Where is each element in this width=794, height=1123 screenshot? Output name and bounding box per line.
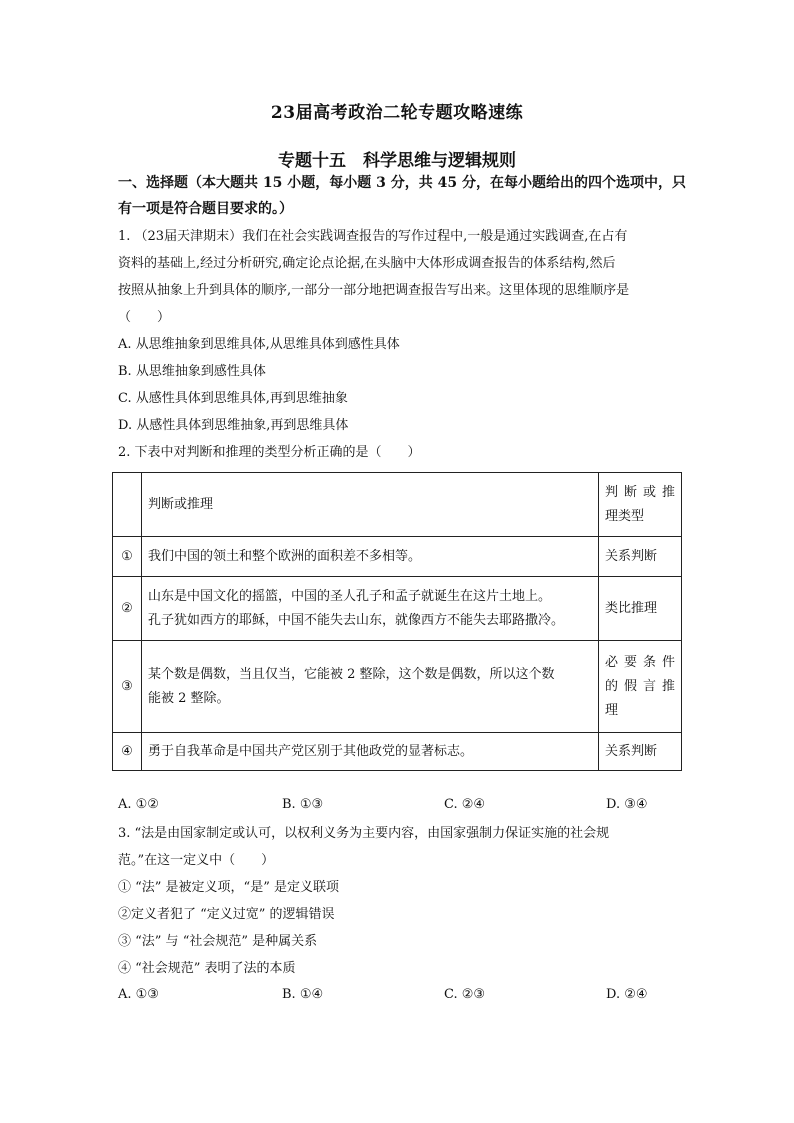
q3-stem-line2: 范。”在这一定义中（ ） [118,853,275,868]
section-heading-line1: 一、选择题（本大题共 15 小题，每小题 3 分，共 45 分，在每小题给出的四个选项中，只 [118,175,686,191]
q1-option-a: A. 从思维抽象到思维具体,从思维具体到感性具体 [118,337,400,352]
row-num: ③ [113,641,142,733]
q3-statement-1: ① “法” 是被定义项，“是” 是定义联项 [118,880,339,895]
row-num: ④ [113,733,142,771]
row-type: 类比推理 [599,577,682,641]
q3-option-d: D. ②④ [606,987,648,1002]
document-title: 23届高考政治二轮专题攻略速练 [270,103,524,123]
table-row [113,537,682,577]
q2-options [118,797,678,817]
q3-stem-line1: 3. “法是由国家制定或认可，以权利义务为主要内容，由国家强制力保证实施的社会规 [118,826,610,841]
q1-stem-line2: 资料的基础上,经过分析研究,确定论点论据,在头脑中大体形成调查报告的体系结构,然后 [118,256,616,271]
row-type-line2: 的假言推 [605,678,675,694]
row-text [142,577,599,641]
row-type [599,641,682,733]
row-type: 关系判断 [599,733,682,771]
q2-option-c: C. ②④ [444,797,486,812]
q3-statement-4: ④ “社会规范” 表明了法的本质 [118,961,296,976]
row-text-line2: 孔子犹如西方的耶稣，中国不能失去山东，就像西方不能失去耶路撒冷。 [148,612,565,628]
row-text-line1: 山东是中国文化的摇篮，中国的圣人孔子和孟子就诞生在这片土地上。 [148,588,552,604]
q1-stem-line3: 按照从抽象上升到具体的顺序,一部分一部分地把调查报告写出来。这里体现的思维顺序是 [118,283,630,298]
q3-option-b: B. ①④ [282,987,324,1002]
q3-option-a: A. ①③ [118,987,159,1002]
row-type: 关系判断 [599,537,682,577]
q2-option-d: D. ③④ [606,797,648,812]
row-type-line1: 必要条件 [605,654,675,670]
row-text: 我们中国的领土和整个欧洲的面积差不多相等。 [142,537,599,577]
table-header-num [113,473,142,537]
section-heading-line2: 有一项是符合题目要求的。） [118,201,293,217]
q3-statement-2: ②定义者犯了 “定义过宽” 的逻辑错误 [118,907,335,922]
table-row [113,641,682,733]
table-row [113,733,682,771]
table-header-col2-line1: 判断或推 [605,484,675,500]
table-header-col2-line2: 理类型 [605,508,645,524]
q2-stem: 2. 下表中对判断和推理的类型分析正确的是（ ） [118,445,421,460]
q3-statement-3: ③ “法” 与 “社会规范” 是种属关系 [118,934,318,949]
q1-stem-line4: （ ） [118,310,171,325]
row-num: ① [113,537,142,577]
table-row [113,577,682,641]
table-header-row [113,473,682,537]
q3-options [118,987,678,1007]
row-type-line3: 理 [605,702,619,718]
row-text-line2: 能被 2 整除。 [148,690,230,706]
q2-option-b: B. ①③ [282,797,324,812]
document-subtitle: 专题十五 科学思维与逻辑规则 [278,151,516,171]
row-num: ② [113,577,142,641]
row-text-line1: 某个数是偶数，当且仅当，它能被 2 整除，这个数是偶数，所以这个数 [148,666,555,682]
q1-option-b: B. 从思维抽象到感性具体 [118,364,266,379]
row-text [142,641,599,733]
table-header-col2 [599,473,682,537]
row-text: 勇于自我革命是中国共产党区别于其他政党的显著标志。 [142,733,599,771]
q3-option-c: C. ②③ [444,987,486,1002]
q2-table [112,472,682,771]
q1-option-d: D. 从感性具体到思维抽象,再到思维具体 [118,418,349,433]
q1-stem-line1: 1. （23届天津期末）我们在社会实践调查报告的写作过程中,一般是通过实践调查,在占有 [118,229,628,244]
q2-option-a: A. ①② [118,797,159,812]
table-header-col1: 判断或推理 [142,473,599,537]
q1-option-c: C. 从感性具体到思维具体,再到思维抽象 [118,391,348,406]
